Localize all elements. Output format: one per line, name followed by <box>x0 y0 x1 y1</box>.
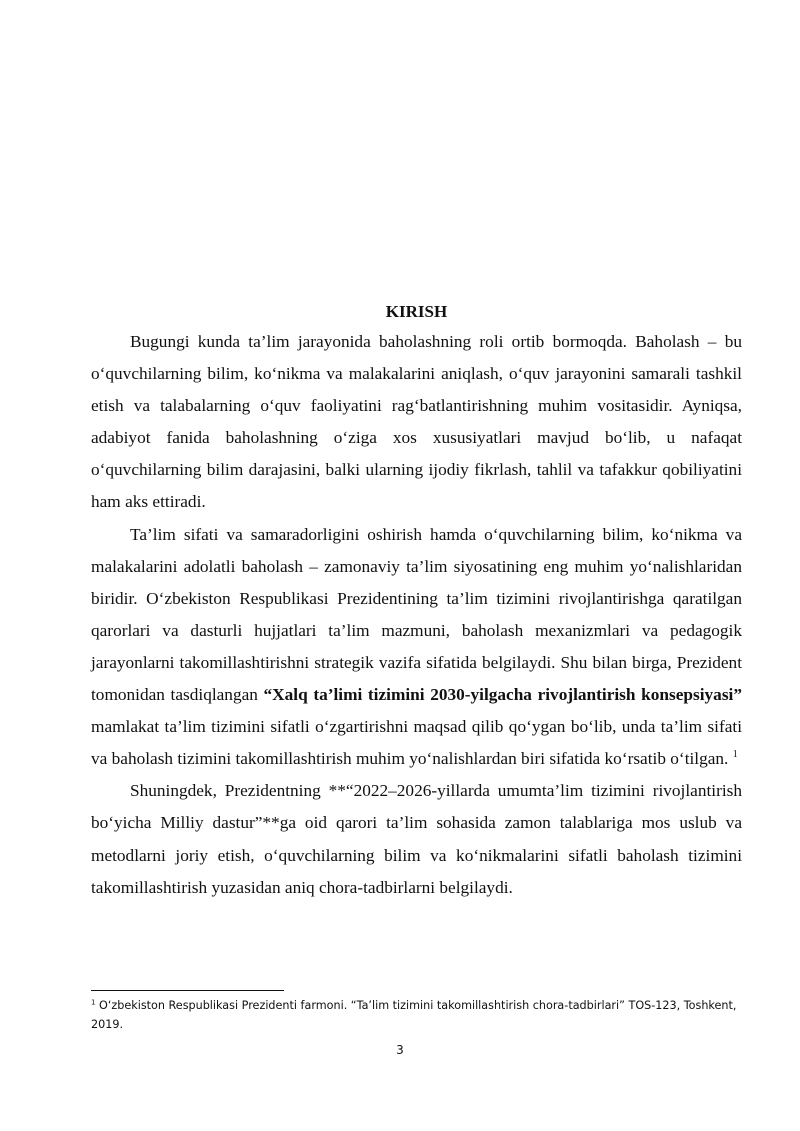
footnote <box>91 996 742 1034</box>
paragraph-2-text-start: Ta’lim sifati va samaradorligini oshirish hamda o‘quvchilarning bilim, ko‘nikma va malakalarini adolatli baholash – zamonaviy ta’lim siyosatining eng muhim yo‘nalishlaridan biridir. O‘zbekiston Respublikasi Prezidentining ta’lim tizimini rivojlantirishga qaratilgan qarorlari va dasturli hujjatlari ta’lim mazmuni, baholash mexanizmlari va pedagogik jarayonlarni takomillashtirishni strategik vazifa sifatida belgilaydi. Shu bilan birga, Prezident tomonidan tasdiqlangan <box>91 524 742 705</box>
concept-title-bold: “Xalq ta’limi tizimini 2030-yilgacha rivojlantirish konsepsiyasi” <box>263 685 742 705</box>
footnote-separator <box>91 990 284 991</box>
footnote-number: 1 <box>91 998 96 1007</box>
section-heading: KIRISH <box>385 302 448 321</box>
footnote-reference[interactable]: 1 <box>732 749 738 761</box>
main-text-block <box>91 302 742 904</box>
paragraph-2-text-end: mamlakat ta’lim tizimini sifatli o‘zgartirishni maqsad qilib qo‘ygan bo‘lib, unda ta’lim sifati va baholash tizimini takomillashtirish muhim yo‘nalishlardan biri sifatida ko‘rsatib o‘tilgan. <box>91 717 742 769</box>
footnote-text: O‘zbekiston Respublikasi Prezidenti farmoni. “Ta’lim tizimini takomillashtirish chora-tadbirlari” TOS-123, Toshkent, 2019. <box>91 999 737 1031</box>
paragraph-2 <box>91 519 742 776</box>
paragraph-1: Bugungi kunda ta’lim jarayonida baholashning roli ortib bormoqda. Baholash – bu o‘quvchilarning bilim, ko‘nikma va malakalarini aniqlash, o‘quv jarayonini samarali tashkil etish va talabalarning o‘quv faoliyatini rag‘batlantirishning muhim vositasidir. Ayniqsa, adabiyot fanida baholashning o‘ziga xos xususiyatlari mavjud bo‘lib, u nafaqat o‘quvchilarning bilim darajasini, balki ularning ijodiy fikrlash, tahlil va tafakkur qobiliyatini ham aks ettiradi. <box>91 332 742 512</box>
paragraph-3: Shuningdek, Prezidentning **“2022–2026-yillarda umumta’lim tizimini rivojlantirish bo‘yicha Milliy dastur”**ga oid qarori ta’lim sohasida zamon talablariga mos uslub va metodlarni joriy etish, o‘quvchilarning bilim va ko‘nikmalarini sifatli baholash tizimini takomillashtirish yuzasidan aniq chora-tadbirlarni belgilaydi. <box>91 781 742 897</box>
page-number: 3 <box>396 1043 404 1057</box>
